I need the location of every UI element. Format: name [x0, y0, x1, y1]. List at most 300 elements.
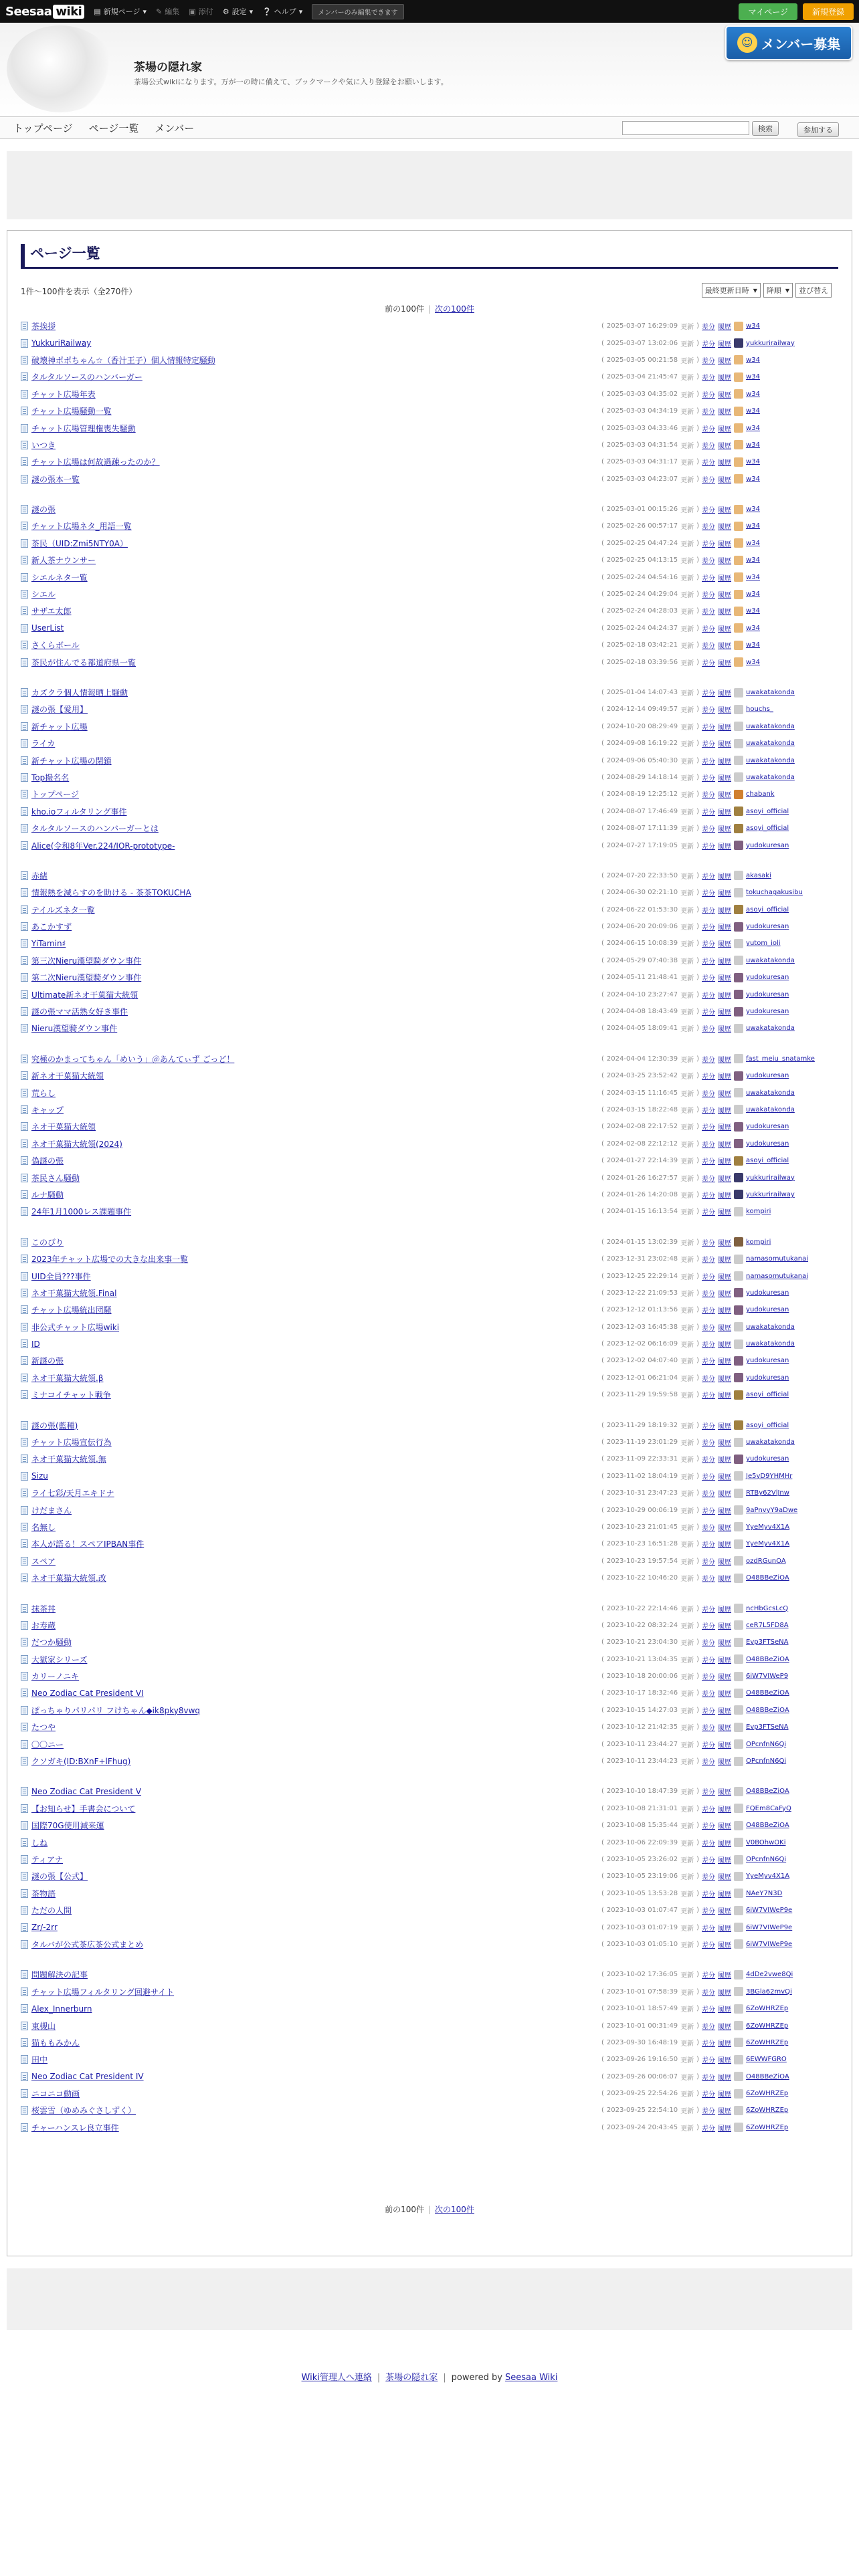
- user-link[interactable]: w34: [746, 390, 760, 398]
- history-link[interactable]: 履歴: [718, 2108, 732, 2116]
- user-link[interactable]: OPcnfnN6Qi: [746, 1740, 787, 1748]
- user-link[interactable]: O48BBeZiOA: [746, 1574, 789, 1582]
- page-title-link[interactable]: 謎の張(藍種): [31, 1420, 78, 1430]
- user-link[interactable]: kompiri: [746, 1208, 771, 1216]
- page-title-link[interactable]: ID: [31, 1339, 40, 1349]
- history-link[interactable]: 履歴: [718, 1840, 732, 1848]
- history-link[interactable]: 履歴: [718, 1124, 732, 1132]
- user-link[interactable]: uwakatakonda: [746, 740, 795, 748]
- diff-link[interactable]: 差分: [702, 459, 716, 467]
- page-title-link[interactable]: 謎の張【愛用】: [31, 705, 88, 715]
- history-link[interactable]: 履歴: [718, 741, 732, 749]
- history-link[interactable]: 履歴: [718, 1622, 732, 1630]
- history-link[interactable]: 履歴: [718, 1857, 732, 1864]
- mypage-button[interactable]: マイページ: [739, 3, 797, 20]
- page-title-link[interactable]: 抹茶丼: [31, 1604, 56, 1614]
- page-title-link[interactable]: 茶挨拶: [31, 322, 56, 332]
- history-link[interactable]: 履歴: [718, 758, 732, 766]
- history-link[interactable]: 履歴: [718, 1175, 732, 1183]
- settings-menu[interactable]: [223, 6, 253, 17]
- history-link[interactable]: 履歴: [718, 1725, 732, 1733]
- history-link[interactable]: 履歴: [718, 809, 732, 817]
- page-title-link[interactable]: チャット広場は何故過疎ったのか？: [31, 457, 160, 467]
- page-title-link[interactable]: チャーハンスレ良立事件: [31, 2123, 119, 2133]
- diff-link[interactable]: 差分: [702, 1491, 716, 1499]
- user-link[interactable]: uwakatakonda: [746, 1323, 795, 1331]
- user-link[interactable]: yudokuresan: [746, 841, 789, 849]
- user-link[interactable]: w34: [746, 373, 760, 381]
- page-title-link[interactable]: 猫ももみかん: [31, 2038, 80, 2048]
- sort-field-select[interactable]: [702, 283, 761, 298]
- diff-link[interactable]: 差分: [702, 690, 716, 697]
- diff-link[interactable]: 差分: [702, 574, 716, 582]
- history-link[interactable]: 履歴: [718, 1789, 732, 1797]
- diff-link[interactable]: 差分: [702, 1674, 716, 1682]
- diff-link[interactable]: 差分: [702, 1941, 716, 1949]
- diff-link[interactable]: 差分: [702, 907, 716, 915]
- diff-link[interactable]: 差分: [702, 609, 716, 617]
- history-link[interactable]: 履歴: [718, 1056, 732, 1064]
- diff-link[interactable]: 差分: [702, 340, 716, 348]
- page-title-link[interactable]: ニコニコ動画: [31, 2089, 80, 2099]
- join-button[interactable]: 参加する: [797, 122, 839, 137]
- user-link[interactable]: chabank: [746, 790, 775, 798]
- user-link[interactable]: w34: [746, 641, 760, 649]
- page-title-link[interactable]: けだまさん: [31, 1505, 72, 1515]
- diff-link[interactable]: 差分: [702, 2108, 716, 2116]
- page-title-link[interactable]: ネオ干菓猫大統領.β: [31, 1373, 104, 1383]
- contact-admin-link[interactable]: Wiki管理人へ連絡: [301, 2373, 372, 2383]
- user-link[interactable]: w34: [746, 407, 760, 415]
- diff-link[interactable]: 差分: [702, 1341, 716, 1350]
- history-link[interactable]: 履歴: [718, 690, 732, 697]
- diff-link[interactable]: 差分: [702, 1640, 716, 1648]
- history-link[interactable]: 履歴: [718, 409, 732, 417]
- page-title-link[interactable]: 偽謎の張: [31, 1156, 64, 1166]
- page-title-link[interactable]: 新人茶ナウンサー: [31, 556, 96, 566]
- user-link[interactable]: namasomutukanai: [746, 1272, 809, 1280]
- page-title-link[interactable]: Alice(令和8年Ver.224/IOR-prototype-: [31, 841, 175, 851]
- page-title-link[interactable]: カリーノニキ: [31, 1672, 80, 1682]
- diff-link[interactable]: 差分: [702, 1908, 716, 1916]
- diff-link[interactable]: 差分: [702, 391, 716, 399]
- user-link[interactable]: tokuchagakusibu: [746, 889, 803, 897]
- history-link[interactable]: 履歴: [718, 1674, 732, 1682]
- user-link[interactable]: w34: [746, 522, 760, 530]
- user-link[interactable]: w34: [746, 624, 760, 632]
- page-title-link[interactable]: このびり: [31, 1237, 64, 1247]
- diff-link[interactable]: 差分: [702, 1375, 716, 1383]
- page-title-link[interactable]: 第二次Nieru漢望騎ダウン事件: [31, 973, 142, 983]
- page-title-link[interactable]: 情報熱を減らすのを助ける - 茶茶TOKUCHA: [31, 888, 191, 898]
- history-link[interactable]: 履歴: [718, 1392, 732, 1400]
- page-title-link[interactable]: タルバが公式茶広茶公式まとめ: [31, 1939, 144, 1949]
- page-title-link[interactable]: Alex_Innerburn: [31, 2004, 92, 2014]
- diff-link[interactable]: 差分: [702, 659, 716, 667]
- nav-page-list[interactable]: ページ一覧: [88, 122, 139, 134]
- history-link[interactable]: 履歴: [718, 1874, 732, 1882]
- page-title-link[interactable]: チャット広場宣伝行為: [31, 1438, 112, 1448]
- page-title-link[interactable]: 謎の張本一覧: [31, 474, 80, 484]
- diff-link[interactable]: 差分: [702, 992, 716, 1000]
- page-title-link[interactable]: 茶民（UID:Zmi5NTY0A）: [31, 538, 128, 548]
- history-link[interactable]: 履歴: [718, 826, 732, 834]
- history-link[interactable]: 履歴: [718, 1656, 732, 1665]
- diff-link[interactable]: 差分: [702, 442, 716, 450]
- user-link[interactable]: uwakatakonda: [746, 1340, 795, 1348]
- diff-link[interactable]: 差分: [702, 1606, 716, 1614]
- user-link[interactable]: O48BBeZiOA: [746, 1822, 789, 1830]
- history-link[interactable]: 履歴: [718, 2091, 732, 2099]
- user-link[interactable]: yudokuresan: [746, 923, 789, 931]
- page-title-link[interactable]: 謎の張ママ活熟女好き事件: [31, 1007, 128, 1017]
- history-link[interactable]: 履歴: [718, 792, 732, 800]
- history-link[interactable]: 履歴: [718, 2006, 732, 2014]
- user-link[interactable]: akasaki: [746, 871, 771, 879]
- user-link[interactable]: O48BBeZiOA: [746, 1706, 789, 1714]
- diff-link[interactable]: 差分: [702, 1358, 716, 1366]
- diff-link[interactable]: 差分: [702, 924, 716, 932]
- page-title-link[interactable]: さくらボール: [31, 641, 80, 651]
- page-title-link[interactable]: チャット広場ネタ_用語一覧: [31, 522, 132, 532]
- diff-link[interactable]: 差分: [702, 809, 716, 817]
- user-link[interactable]: Evp3FTSeNA: [746, 1638, 789, 1646]
- history-link[interactable]: 履歴: [718, 1541, 732, 1549]
- page-title-link[interactable]: 謎の張【公式】: [31, 1872, 88, 1882]
- page-title-link[interactable]: クソガキ(ID:BXnF+lFhug): [31, 1757, 131, 1767]
- history-link[interactable]: 履歴: [718, 2125, 732, 2133]
- user-link[interactable]: Evp3FTSeNA: [746, 1723, 789, 1731]
- user-link[interactable]: OPcnfnN6Qi: [746, 1757, 787, 1765]
- user-link[interactable]: RTBy62VlJnw: [746, 1489, 789, 1497]
- history-link[interactable]: 履歴: [718, 1273, 732, 1281]
- diff-link[interactable]: 差分: [702, 843, 716, 851]
- edit-menu[interactable]: [156, 6, 179, 17]
- page-title-link[interactable]: ネオ干菓猫大統領.改: [31, 1574, 106, 1584]
- history-link[interactable]: 履歴: [718, 524, 732, 532]
- page-title-link[interactable]: だつか騒動: [31, 1638, 72, 1648]
- history-link[interactable]: 履歴: [718, 1576, 732, 1584]
- diff-link[interactable]: 差分: [702, 1124, 716, 1132]
- sort-order-select[interactable]: [763, 283, 793, 298]
- user-link[interactable]: yudokuresan: [746, 1072, 789, 1080]
- user-link[interactable]: OPcnfnN6Qi: [746, 1856, 787, 1863]
- history-link[interactable]: 履歴: [718, 625, 732, 633]
- diff-link[interactable]: 差分: [702, 1806, 716, 1814]
- diff-link[interactable]: 差分: [702, 1741, 716, 1749]
- user-link[interactable]: yukkurirailway: [746, 1174, 795, 1182]
- history-link[interactable]: 履歴: [718, 924, 732, 932]
- page-title-link[interactable]: 国際70G使用減来運: [31, 1821, 104, 1831]
- diff-link[interactable]: 差分: [702, 1257, 716, 1265]
- user-link[interactable]: O48BBeZiOA: [746, 1689, 789, 1697]
- diff-link[interactable]: 差分: [702, 476, 716, 484]
- user-link[interactable]: 6ZoWHRZEp: [746, 2005, 789, 2013]
- diff-link[interactable]: 差分: [702, 1857, 716, 1864]
- diff-link[interactable]: 差分: [702, 1656, 716, 1665]
- diff-link[interactable]: 差分: [702, 758, 716, 766]
- user-link[interactable]: yudokuresan: [746, 1357, 789, 1365]
- nav-top-page[interactable]: トップページ: [13, 122, 73, 134]
- history-link[interactable]: 履歴: [718, 774, 732, 782]
- user-link[interactable]: 3BGla62mvQi: [746, 1988, 792, 1996]
- history-link[interactable]: 履歴: [718, 1440, 732, 1448]
- diff-link[interactable]: 差分: [702, 1422, 716, 1430]
- user-link[interactable]: uwakatakonda: [746, 1105, 795, 1113]
- history-link[interactable]: 履歴: [718, 1375, 732, 1383]
- attach-menu[interactable]: [189, 6, 213, 17]
- diff-link[interactable]: 差分: [702, 1622, 716, 1630]
- history-link[interactable]: 履歴: [718, 1640, 732, 1648]
- user-link[interactable]: O48BBeZiOA: [746, 1655, 789, 1663]
- user-link[interactable]: kompiri: [746, 1238, 771, 1246]
- user-link[interactable]: uwakatakonda: [746, 722, 795, 730]
- history-link[interactable]: 履歴: [718, 907, 732, 915]
- diff-link[interactable]: 差分: [702, 1558, 716, 1566]
- page-title-link[interactable]: チャット広場騒動一覧: [31, 407, 112, 417]
- diff-link[interactable]: 差分: [702, 1192, 716, 1200]
- user-link[interactable]: w34: [746, 441, 760, 449]
- diff-link[interactable]: 差分: [702, 324, 716, 332]
- diff-link[interactable]: 差分: [702, 625, 716, 633]
- page-title-link[interactable]: チャット広場管理権喪失騒動: [31, 423, 136, 433]
- page-title-link[interactable]: Neo Zodiac Cat President VI: [31, 1688, 144, 1698]
- page-title-link[interactable]: 桜雲雪（ゆめみぐさしずく）: [31, 2106, 136, 2116]
- history-link[interactable]: 履歴: [718, 843, 732, 851]
- page-title-link[interactable]: 非公式チャット広場wiki: [31, 1322, 120, 1332]
- user-link[interactable]: yudokuresan: [746, 1008, 789, 1016]
- diff-link[interactable]: 差分: [702, 1840, 716, 1848]
- history-link[interactable]: 履歴: [718, 1290, 732, 1298]
- history-link[interactable]: 履歴: [718, 1891, 732, 1899]
- diff-link[interactable]: 差分: [702, 558, 716, 566]
- page-title-link[interactable]: 田中: [31, 2055, 48, 2065]
- history-link[interactable]: 履歴: [718, 890, 732, 898]
- user-link[interactable]: 6EWWFGRO: [746, 2056, 787, 2064]
- user-link[interactable]: uwakatakonda: [746, 773, 795, 781]
- diff-link[interactable]: 差分: [702, 1759, 716, 1767]
- user-link[interactable]: 6iW7VIWeP9e: [746, 1907, 793, 1915]
- history-link[interactable]: 履歴: [718, 2023, 732, 2031]
- diff-link[interactable]: 差分: [702, 774, 716, 782]
- diff-link[interactable]: 差分: [702, 1209, 716, 1217]
- history-link[interactable]: 履歴: [718, 1257, 732, 1265]
- user-link[interactable]: w34: [746, 424, 760, 432]
- history-link[interactable]: 履歴: [718, 992, 732, 1000]
- history-link[interactable]: 履歴: [718, 1090, 732, 1098]
- page-title-link[interactable]: 新チャット広場: [31, 722, 88, 732]
- new-page-menu[interactable]: [94, 6, 147, 17]
- history-link[interactable]: 履歴: [718, 1989, 732, 1997]
- history-link[interactable]: 履歴: [718, 507, 732, 515]
- page-title-link[interactable]: トップページ: [31, 790, 79, 800]
- page-title-link[interactable]: 新ネオ干菓猫大統領: [31, 1071, 104, 1081]
- user-link[interactable]: uwakatakonda: [746, 1438, 795, 1446]
- diff-link[interactable]: 差分: [702, 958, 716, 966]
- user-link[interactable]: 4dDe2vwe8Qi: [746, 1971, 793, 1979]
- page-title-link[interactable]: たつや: [31, 1723, 56, 1733]
- user-link[interactable]: yudokuresan: [746, 990, 789, 998]
- page-title-link[interactable]: チャット広場フィルタリング回避サイト: [31, 1987, 175, 1997]
- seesaa-wiki-link[interactable]: Seesaa Wiki: [505, 2373, 558, 2383]
- page-title-link[interactable]: Zr/-2rr: [31, 1923, 58, 1933]
- user-link[interactable]: w34: [746, 658, 760, 666]
- diff-link[interactable]: 差分: [702, 524, 716, 532]
- page-title-link[interactable]: サザエ太郎: [31, 607, 72, 617]
- diff-link[interactable]: 差分: [702, 357, 716, 365]
- diff-link[interactable]: 差分: [702, 873, 716, 881]
- user-link[interactable]: w34: [746, 607, 760, 615]
- diff-link[interactable]: 差分: [702, 1440, 716, 1448]
- user-link[interactable]: V0BOhwOKi: [746, 1838, 786, 1846]
- user-link[interactable]: namasomutukanai: [746, 1255, 809, 1263]
- history-link[interactable]: 履歴: [718, 707, 732, 715]
- diff-link[interactable]: 差分: [702, 1457, 716, 1465]
- page-title-link[interactable]: 【お知らせ】手書会について: [31, 1804, 136, 1814]
- user-link[interactable]: w34: [746, 573, 760, 581]
- history-link[interactable]: 履歴: [718, 1941, 732, 1949]
- page-title-link[interactable]: ティアナ: [31, 1855, 64, 1864]
- user-link[interactable]: asoyi_official: [746, 807, 789, 815]
- page-title-link[interactable]: YukkuriRailway: [31, 338, 92, 348]
- diff-link[interactable]: 差分: [702, 1056, 716, 1064]
- user-link[interactable]: 6ZoWHRZEp: [746, 2107, 789, 2115]
- user-link[interactable]: fast_meiu_snatamke: [746, 1055, 815, 1063]
- user-link[interactable]: w34: [746, 475, 760, 483]
- search-input[interactable]: [622, 121, 749, 135]
- history-link[interactable]: 履歴: [718, 941, 732, 949]
- diff-link[interactable]: 差分: [702, 1891, 716, 1899]
- page-title-link[interactable]: ネオ干菓猫大統領.Final: [31, 1288, 117, 1298]
- diff-link[interactable]: 差分: [702, 507, 716, 515]
- member-recruit-banner[interactable]: [725, 25, 852, 60]
- page-title-link[interactable]: Top撮名名: [31, 772, 70, 782]
- history-link[interactable]: 履歴: [718, 1707, 732, 1715]
- history-link[interactable]: 履歴: [718, 425, 732, 433]
- history-link[interactable]: 履歴: [718, 1524, 732, 1532]
- diff-link[interactable]: 差分: [702, 1524, 716, 1532]
- diff-link[interactable]: 差分: [702, 1290, 716, 1298]
- diff-link[interactable]: 差分: [702, 1989, 716, 1997]
- history-link[interactable]: 履歴: [718, 1491, 732, 1499]
- history-link[interactable]: 履歴: [718, 1691, 732, 1699]
- page-title-link[interactable]: シエル: [31, 590, 56, 600]
- diff-link[interactable]: 差分: [702, 2023, 716, 2031]
- signup-button[interactable]: 新規登録: [803, 3, 854, 20]
- diff-link[interactable]: 差分: [702, 2006, 716, 2014]
- page-title-link[interactable]: 2023年チャット広場での大きな出来事一覧: [31, 1255, 189, 1265]
- diff-link[interactable]: 差分: [702, 890, 716, 898]
- history-link[interactable]: 履歴: [718, 1806, 732, 1814]
- diff-link[interactable]: 差分: [702, 1273, 716, 1281]
- user-link[interactable]: asoyi_official: [746, 1421, 789, 1429]
- user-link[interactable]: ceR7L5FD8A: [746, 1621, 789, 1629]
- page-title-link[interactable]: Neo Zodiac Cat President IV: [31, 2072, 144, 2082]
- page-title-link[interactable]: 破壊神ポポちゃん☆（香汁王子）個人情報特定騒動: [31, 355, 215, 365]
- page-title-link[interactable]: 東槻山: [31, 2021, 56, 2031]
- page-title-link[interactable]: UID全員???事件: [31, 1271, 91, 1281]
- page-title-link[interactable]: ぽっちゃりパリパリ フけちゃん◆ik8pky8vwq: [31, 1705, 201, 1715]
- diff-link[interactable]: 差分: [702, 1541, 716, 1549]
- page-title-link[interactable]: カズクラ個人情報晒上騒動: [31, 688, 128, 697]
- page-title-link[interactable]: ただの人間: [31, 1906, 72, 1916]
- diff-link[interactable]: 差分: [702, 1507, 716, 1515]
- history-link[interactable]: 履歴: [718, 1741, 732, 1749]
- user-link[interactable]: yudokuresan: [746, 1374, 789, 1382]
- page-title-link[interactable]: 24年1月1000レス課題事件: [31, 1207, 132, 1217]
- diff-link[interactable]: 差分: [702, 1823, 716, 1831]
- diff-link[interactable]: 差分: [702, 374, 716, 383]
- user-link[interactable]: Je5yD9YHMHr: [746, 1472, 793, 1480]
- diff-link[interactable]: 差分: [702, 1925, 716, 1933]
- footer-site-link[interactable]: 茶場の隠れ家: [385, 2373, 438, 2383]
- page-title-link[interactable]: あこかすず: [31, 922, 72, 932]
- history-link[interactable]: 履歴: [718, 1823, 732, 1831]
- user-link[interactable]: w34: [746, 458, 760, 466]
- history-link[interactable]: 履歴: [718, 873, 732, 881]
- history-link[interactable]: 履歴: [718, 340, 732, 348]
- diff-link[interactable]: 差分: [702, 707, 716, 715]
- diff-link[interactable]: 差分: [702, 2074, 716, 2082]
- diff-link[interactable]: 差分: [702, 2040, 716, 2048]
- user-link[interactable]: 6ZoWHRZEp: [746, 2090, 789, 2098]
- page-title-link[interactable]: シエルネタ一覧: [31, 572, 88, 582]
- user-link[interactable]: YyeMyv4X1A: [746, 1540, 790, 1548]
- user-link[interactable]: uwakatakonda: [746, 756, 795, 764]
- user-link[interactable]: yutom_ioli: [746, 940, 781, 948]
- search-button[interactable]: 検索: [752, 121, 779, 136]
- user-link[interactable]: yudokuresan: [746, 1140, 789, 1148]
- page-title-link[interactable]: Sizu: [31, 1471, 48, 1481]
- user-link[interactable]: asoyi_official: [746, 1391, 789, 1399]
- user-link[interactable]: NAeY7N3D: [746, 1889, 783, 1897]
- history-link[interactable]: 履歴: [718, 1422, 732, 1430]
- nav-members[interactable]: メンバー: [155, 122, 195, 134]
- history-link[interactable]: 履歴: [718, 1358, 732, 1366]
- page-title-link[interactable]: キャップ: [31, 1105, 64, 1115]
- user-link[interactable]: uwakatakonda: [746, 1089, 795, 1097]
- history-link[interactable]: 履歴: [718, 476, 732, 484]
- history-link[interactable]: 履歴: [718, 724, 732, 732]
- page-title-link[interactable]: Nieru漢望騎ダウン事件: [31, 1024, 118, 1034]
- diff-link[interactable]: 差分: [702, 409, 716, 417]
- history-link[interactable]: 履歴: [718, 442, 732, 450]
- page-title-link[interactable]: 新チャット広場の閉鎖: [31, 756, 112, 766]
- history-link[interactable]: 履歴: [718, 1759, 732, 1767]
- user-link[interactable]: w34: [746, 506, 760, 514]
- page-title-link[interactable]: 〇〇ニー: [31, 1739, 64, 1749]
- history-link[interactable]: 履歴: [718, 1307, 732, 1315]
- help-menu[interactable]: [262, 6, 302, 17]
- diff-link[interactable]: 差分: [702, 2091, 716, 2099]
- diff-link[interactable]: 差分: [702, 425, 716, 433]
- history-link[interactable]: 履歴: [718, 975, 732, 983]
- user-link[interactable]: 9aPnvyY9aDwe: [746, 1506, 798, 1514]
- user-link[interactable]: ozdRGunOA: [746, 1557, 786, 1565]
- page-title-link[interactable]: 本人が語る！スペアIPBAN事件: [31, 1539, 145, 1549]
- user-link[interactable]: YyeMyv4X1A: [746, 1872, 790, 1881]
- page-title-link[interactable]: ライカ: [31, 739, 56, 749]
- diff-link[interactable]: 差分: [702, 2057, 716, 2065]
- diff-link[interactable]: 差分: [702, 1725, 716, 1733]
- history-link[interactable]: 履歴: [718, 1158, 732, 1166]
- page-title-link[interactable]: ライ七彩/天月エキドナ: [31, 1489, 114, 1499]
- history-link[interactable]: 履歴: [718, 357, 732, 365]
- history-link[interactable]: 履歴: [718, 391, 732, 399]
- page-title-link[interactable]: kho.ioフィルタリング事件: [31, 807, 127, 817]
- history-link[interactable]: 履歴: [718, 1908, 732, 1916]
- history-link[interactable]: 履歴: [718, 1009, 732, 1017]
